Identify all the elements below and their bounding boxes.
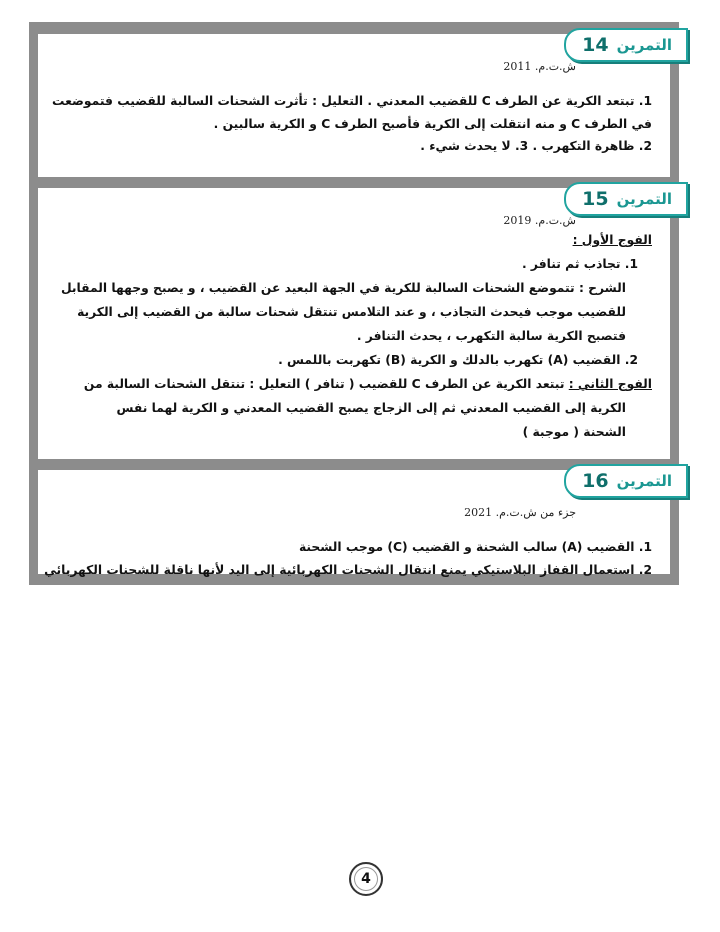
exercise-14-line-3: 2. ظاهرة التكهرب . 3. لا يحدث شيء . (420, 139, 652, 153)
exercise-15-source: ش.ت.م. 2019 (503, 214, 576, 227)
exercise-14-source: ش.ت.م. 2011 (503, 60, 576, 73)
exercise-15-group2-title: الفوج الثاني : (568, 377, 652, 391)
exercise-16-line-2: 2. استعمال القفاز البلاستيكي يمنع انتقال الشحنات الكهربائية إلى اليد لأنها ناقلة للشحنات الكهربائي (44, 562, 652, 577)
exercise-16-content (44, 536, 652, 581)
exercise-16-line-1: 1. القضيب (A) سالب الشحنة و القضيب (C) موجب الشحنة (298, 540, 652, 554)
exercise-15-group2-text-1: تبتعد الكرية عن الطرف C للقضيب ( تنافر ) التعليل : تنتقل الشحنات السالبة من (83, 377, 565, 391)
exercise-14-label: التمرين (616, 36, 672, 54)
exercise-15-box (38, 188, 670, 459)
exercise-14-tag (564, 28, 688, 62)
exercise-15-line-2: الشرح : تتموضع الشحنات السالبة للكرية في الجهة البعيد عن القضيب ، و يصبح وجهها المقابل (60, 281, 626, 295)
exercise-15-group2-line-2: الكرية إلى القضيب المعدني ثم إلى الزجاج يصبح القضيب المعدني و الكرية لهما نفس (116, 401, 626, 415)
exercise-14-line-1: 1. تبتعد الكرية عن الطرف C للقضيب المعدني . التعليل : تأثرت الشحنات السالبة للقضيب فتموضعت (52, 94, 652, 108)
exercise-15-line-1: 1. تجاذب ثم تنافر . (521, 257, 638, 271)
exercise-15-line-5: 2. القضيب (A) تكهرب بالدلك و الكرية (B) تكهربت باللمس . (278, 353, 638, 367)
exercise-16-box (38, 470, 672, 577)
exercise-15-line-4: فتصبح الكرية سالبة التكهرب ، يحدث التنافر . (356, 329, 626, 343)
exercise-16-tag (564, 464, 688, 498)
exercise-14-content (52, 90, 652, 158)
exercise-14-box (38, 34, 670, 177)
exercise-15-number: 15 (582, 188, 609, 210)
page-number: 4 (349, 862, 383, 896)
exercise-15-group2-line-1 (52, 372, 652, 396)
exercise-16-number: 16 (582, 470, 609, 492)
exercise-15-tag (564, 182, 688, 216)
exercise-15-label: التمرين (616, 190, 672, 208)
exercise-15-line-3: للقضيب موجب فيحدث التجاذب ، و عند التلامس تنتقل شحنات سالبة من القضيب إلى الكرية (77, 305, 626, 319)
exercise-15-group2-line-3: الشحنة ( موجبة ) (522, 425, 626, 439)
exercise-16-source: جزء من ش.ت.م. 2021 (464, 506, 576, 519)
exercise-15-content (52, 228, 652, 444)
exercise-15-group1-title: الفوج الأول : (572, 233, 652, 247)
exercise-14-line-2: في الطرف C و منه انتقلت إلى الكرية فأصبح الطرف C و الكرية سالبين . (213, 116, 652, 131)
exercises-frame (29, 22, 679, 585)
exercise-16-label: التمرين (616, 472, 672, 490)
exercise-14-number: 14 (582, 34, 609, 56)
